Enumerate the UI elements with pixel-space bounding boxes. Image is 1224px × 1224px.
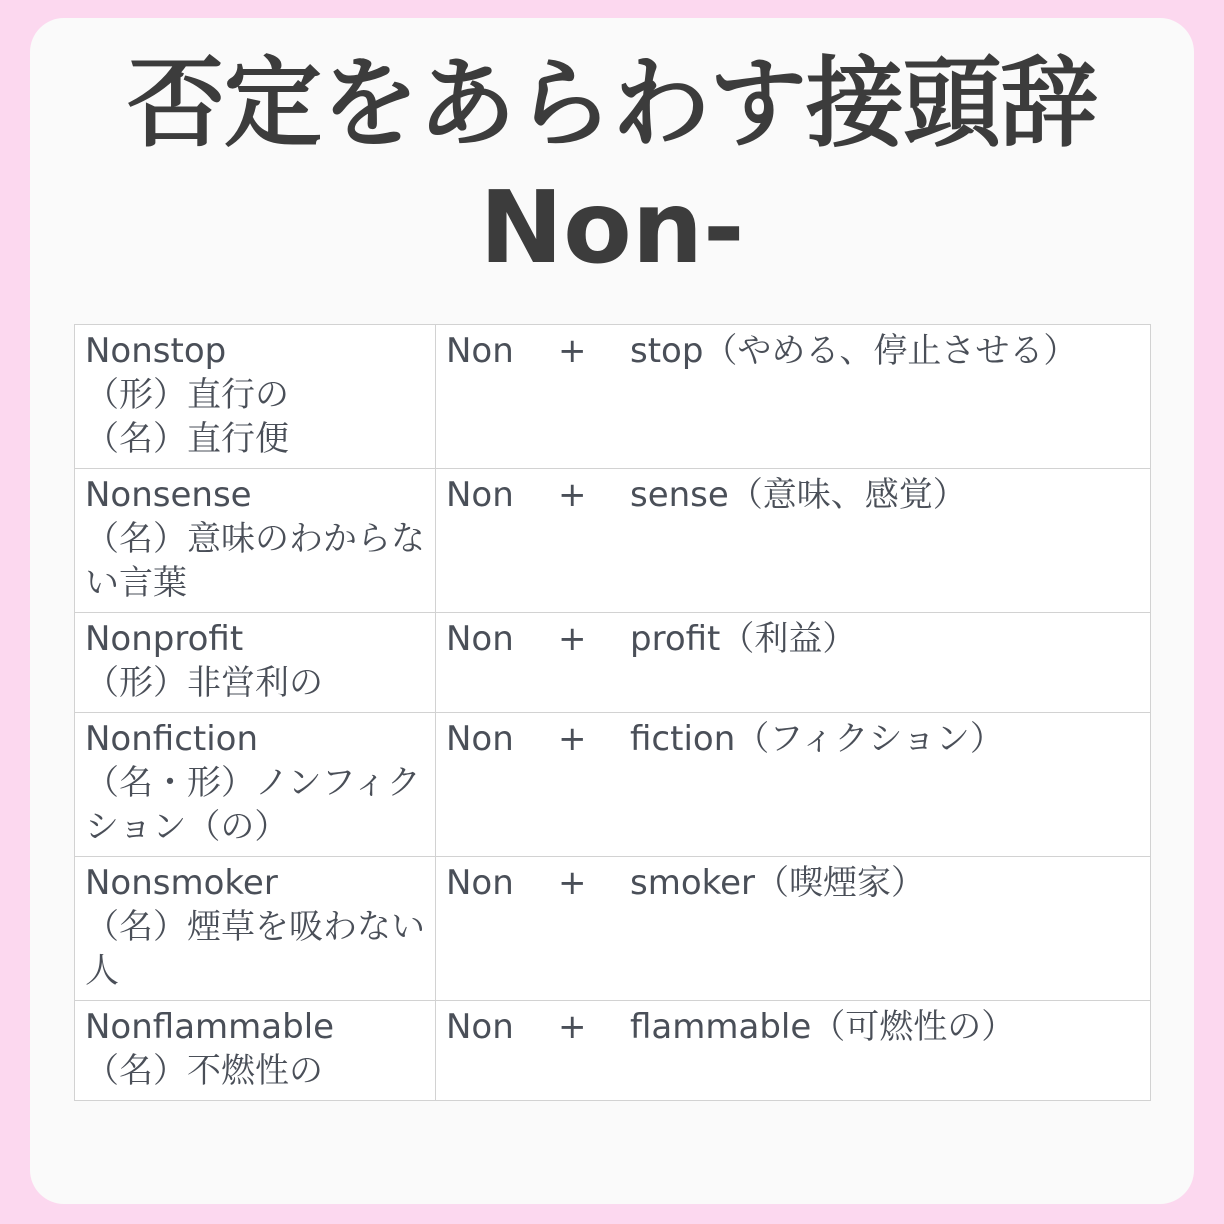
table-row [75,325,1151,469]
formula-cell [436,713,1151,857]
vocab-word: Nonsmoker [85,863,278,903]
plus-sign: + [558,331,587,371]
word-cell [75,469,436,613]
vocabulary-table [74,324,1151,1101]
vocab-definition: （名・形）ノンフィクション（の） [85,763,421,847]
plus-sign: + [558,619,587,659]
table-row [75,713,1151,857]
vocab-word: Nonsense [85,475,252,515]
vocab-word: Nonprofit [85,619,244,659]
word-cell [75,713,436,857]
formula-cell [436,1001,1151,1101]
root-word: sense（意味、感覚） [630,475,967,515]
word-formula [446,329,1150,373]
word-cell [75,613,436,713]
word-formula [446,861,1150,905]
vocab-definition: （形）直行の （名）直行便 [85,375,289,459]
vocab-definition: （名）意味のわからない言葉 [85,519,425,603]
plus-sign: + [558,1007,587,1047]
root-word: stop（やめる、停止させる） [630,331,1078,371]
plus-sign: + [558,475,587,515]
prefix-heading: Non- [479,169,745,286]
root-word: profit（利益） [630,619,857,659]
prefix-text: Non [446,863,514,903]
vocab-word: Nonflammable [85,1007,335,1047]
root-word: smoker（喫煙家） [630,863,926,903]
prefix-text: Non [446,719,514,759]
plus-sign: + [558,863,587,903]
table-row [75,1001,1151,1101]
root-word: flammable（可燃性の） [630,1007,1016,1047]
prefix-text: Non [446,1007,514,1047]
vocab-definition: （名）不燃性の [85,1051,323,1091]
word-formula [446,717,1150,761]
word-cell [75,325,436,469]
word-formula [446,473,1150,517]
table-row [75,857,1151,1001]
prefix-text: Non [446,619,514,659]
formula-cell [436,469,1151,613]
vocab-word: Nonfiction [85,719,259,759]
formula-cell [436,613,1151,713]
page-title: 否定をあらわす接頭辞 [126,47,1097,161]
vocab-word: Nonstop [85,331,227,371]
prefix-text: Non [446,331,514,371]
formula-cell [436,325,1151,469]
vocab-definition: （形）非営利の [85,663,323,703]
word-formula [446,617,1150,661]
prefix-text: Non [446,475,514,515]
word-cell [75,857,436,1001]
table-row [75,613,1151,713]
plus-sign: + [558,719,587,759]
word-cell [75,1001,436,1101]
root-word: fiction（フィクション） [630,719,1004,759]
table-row [75,469,1151,613]
formula-cell [436,857,1151,1001]
word-formula [446,1005,1150,1049]
vocab-definition: （名）煙草を吸わない人 [85,907,425,991]
